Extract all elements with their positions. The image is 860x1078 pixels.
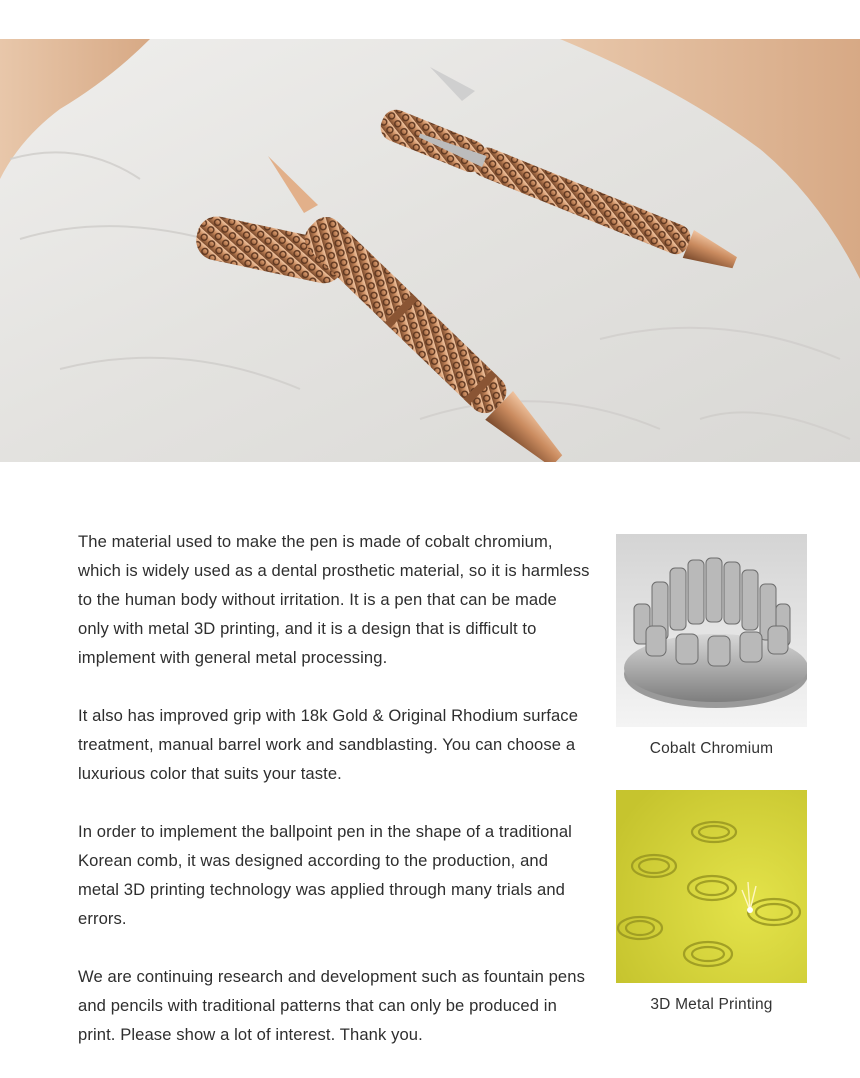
- paragraph-material: The material used to make the pen is made of cobalt chromium, which is widely used as a dental prosthetic material, so it is harmless to the human body without irritation. It is a pen that can be made only with metal 3D printing, and it is a design that is difficult to implement with general metal processing.: [78, 532, 590, 667]
- figure-cobalt-chromium: [616, 534, 807, 758]
- figure-3d-metal-printing: [616, 790, 807, 1014]
- caption-cobalt-chromium: Cobalt Chromium: [649, 740, 774, 757]
- pen-photo: [0, 39, 860, 462]
- paragraph-finish: It also has improved grip with 18k Gold & Original Rhodium surface treatment, manual barrel work and sandblasting. You can choose a luxurious color that suits your taste.: [78, 706, 579, 783]
- paragraph-comb-design: In order to implement the ballpoint pen in the shape of a traditional Korean comb, it was designed according to the production, and metal 3D printing technology was applied through many trials and errors.: [78, 822, 572, 928]
- description-text: [78, 527, 590, 1078]
- hero-image: [0, 39, 860, 462]
- cobalt-chromium-image: [616, 534, 807, 727]
- metal-printing-image: [616, 790, 807, 983]
- caption-3d-metal-printing: 3D Metal Printing: [650, 996, 773, 1013]
- paragraph-research: We are continuing research and development such as fountain pens and pencils with traditional patterns that can only be produced in print. Please show a lot of interest. Thank you.: [78, 967, 585, 1044]
